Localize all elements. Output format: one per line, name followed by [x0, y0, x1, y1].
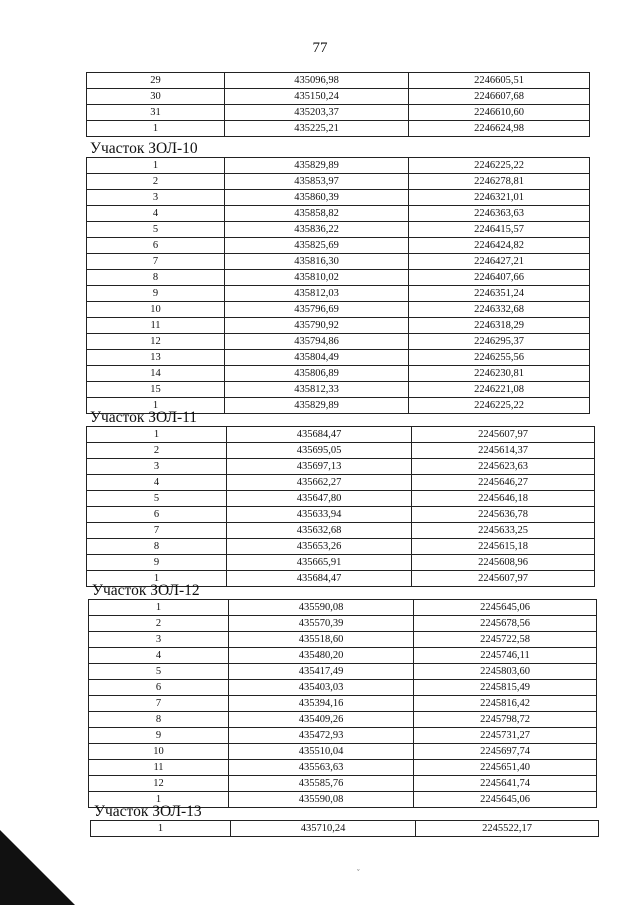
x-coordinate-cell: 435853,97	[225, 174, 409, 190]
x-coordinate-cell: 435225,21	[225, 121, 409, 137]
point-number-cell: 6	[87, 507, 227, 523]
table-row	[87, 475, 595, 491]
point-number-cell: 2	[87, 443, 227, 459]
scan-mark: ˇ	[357, 868, 360, 877]
x-coordinate-cell: 435790,92	[225, 318, 409, 334]
table-row	[87, 190, 590, 206]
point-number-cell: 7	[87, 523, 227, 539]
table-row	[87, 286, 590, 302]
y-coordinate-cell: 2246225,22	[409, 158, 590, 174]
x-coordinate-cell: 435403,03	[229, 680, 414, 696]
table-row	[87, 334, 590, 350]
y-coordinate-cell: 2245798,72	[414, 712, 597, 728]
table-row	[87, 366, 590, 382]
point-number-cell: 15	[87, 382, 225, 398]
point-number-cell: 1	[87, 571, 227, 587]
y-coordinate-cell: 2246321,01	[409, 190, 590, 206]
table-row	[87, 350, 590, 366]
x-coordinate-cell: 435409,26	[229, 712, 414, 728]
x-coordinate-cell: 435858,82	[225, 206, 409, 222]
y-coordinate-cell: 2245646,18	[412, 491, 595, 507]
y-coordinate-cell: 2245803,60	[414, 664, 597, 680]
coordinates-table	[86, 72, 590, 137]
x-coordinate-cell: 435695,05	[227, 443, 412, 459]
x-coordinate-cell: 435684,47	[227, 571, 412, 587]
point-number-cell: 1	[87, 121, 225, 137]
x-coordinate-cell: 435836,22	[225, 222, 409, 238]
y-coordinate-cell: 2245522,17	[416, 821, 599, 837]
section-title: Участок ЗОЛ-12	[92, 582, 200, 599]
y-coordinate-cell: 2246318,29	[409, 318, 590, 334]
point-number-cell: 7	[89, 696, 229, 712]
y-coordinate-cell: 2246230,81	[409, 366, 590, 382]
y-coordinate-cell: 2246610,60	[409, 105, 590, 121]
table-row	[87, 555, 595, 571]
point-number-cell: 4	[89, 648, 229, 664]
x-coordinate-cell: 435563,63	[229, 760, 414, 776]
y-coordinate-cell: 2245633,25	[412, 523, 595, 539]
y-coordinate-cell: 2245615,18	[412, 539, 595, 555]
point-number-cell: 4	[87, 206, 225, 222]
point-number-cell: 4	[87, 475, 227, 491]
coordinates-table	[86, 157, 590, 414]
y-coordinate-cell: 2245645,06	[414, 600, 597, 616]
x-coordinate-cell: 435684,47	[227, 427, 412, 443]
y-coordinate-cell: 2245816,42	[414, 696, 597, 712]
y-coordinate-cell: 2245815,49	[414, 680, 597, 696]
point-number-cell: 2	[89, 616, 229, 632]
section-title: Участок ЗОЛ-13	[94, 803, 202, 820]
table-row	[87, 539, 595, 555]
point-number-cell: 5	[89, 664, 229, 680]
table-row	[87, 302, 590, 318]
coordinate-section	[90, 804, 598, 837]
y-coordinate-cell: 2246351,24	[409, 286, 590, 302]
y-coordinate-cell: 2246424,82	[409, 238, 590, 254]
x-coordinate-cell: 435812,33	[225, 382, 409, 398]
point-number-cell: 14	[87, 366, 225, 382]
y-coordinate-cell: 2246624,98	[409, 121, 590, 137]
coordinates-table	[86, 426, 595, 587]
point-number-cell: 5	[87, 222, 225, 238]
x-coordinate-cell: 435590,08	[229, 792, 414, 808]
x-coordinate-cell: 435585,76	[229, 776, 414, 792]
x-coordinate-cell: 435806,89	[225, 366, 409, 382]
point-number-cell: 30	[87, 89, 225, 105]
table-row	[89, 600, 597, 616]
x-coordinate-cell: 435665,91	[227, 555, 412, 571]
table-row	[87, 158, 590, 174]
x-coordinate-cell: 435816,30	[225, 254, 409, 270]
table-row	[89, 632, 597, 648]
y-coordinate-cell: 2246427,21	[409, 254, 590, 270]
x-coordinate-cell: 435662,27	[227, 475, 412, 491]
table-row	[87, 382, 590, 398]
point-number-cell: 31	[87, 105, 225, 121]
point-number-cell: 12	[89, 776, 229, 792]
table-row	[87, 206, 590, 222]
x-coordinate-cell: 435710,24	[231, 821, 416, 837]
table-row	[87, 254, 590, 270]
point-number-cell: 29	[87, 73, 225, 89]
table-row	[87, 443, 595, 459]
point-number-cell: 3	[89, 632, 229, 648]
table-row	[87, 523, 595, 539]
y-coordinate-cell: 2245722,58	[414, 632, 597, 648]
table-row	[91, 821, 599, 837]
point-number-cell: 11	[89, 760, 229, 776]
table-row	[87, 105, 590, 121]
page-number: 77	[312, 40, 328, 56]
x-coordinate-cell: 435860,39	[225, 190, 409, 206]
table-row	[87, 121, 590, 137]
table-row	[89, 776, 597, 792]
x-coordinate-cell: 435804,49	[225, 350, 409, 366]
y-coordinate-cell: 2245607,97	[412, 571, 595, 587]
x-coordinate-cell: 435096,98	[225, 73, 409, 89]
table-row	[87, 427, 595, 443]
point-number-cell: 9	[87, 555, 227, 571]
table-row	[87, 270, 590, 286]
table-row	[89, 664, 597, 680]
point-number-cell: 1	[89, 792, 229, 808]
table-row	[87, 89, 590, 105]
point-number-cell: 2	[87, 174, 225, 190]
scan-corner-shadow	[0, 830, 75, 905]
section-title: Участок ЗОЛ-10	[90, 140, 198, 157]
y-coordinate-cell: 2245646,27	[412, 475, 595, 491]
table-row	[89, 696, 597, 712]
x-coordinate-cell: 435417,49	[229, 664, 414, 680]
y-coordinate-cell: 2245641,74	[414, 776, 597, 792]
x-coordinate-cell: 435632,68	[227, 523, 412, 539]
x-coordinate-cell: 435825,69	[225, 238, 409, 254]
point-number-cell: 13	[87, 350, 225, 366]
table-row	[87, 459, 595, 475]
point-number-cell: 12	[87, 334, 225, 350]
y-coordinate-cell: 2245697,74	[414, 744, 597, 760]
x-coordinate-cell: 435653,26	[227, 539, 412, 555]
coordinate-section	[88, 583, 596, 808]
table-row	[89, 680, 597, 696]
table-row	[89, 648, 597, 664]
y-coordinate-cell: 2245614,37	[412, 443, 595, 459]
y-coordinate-cell: 2246221,08	[409, 382, 590, 398]
point-number-cell: 1	[87, 427, 227, 443]
y-coordinate-cell: 2245678,56	[414, 616, 597, 632]
point-number-cell: 3	[87, 459, 227, 475]
x-coordinate-cell: 435697,13	[227, 459, 412, 475]
x-coordinate-cell: 435394,16	[229, 696, 414, 712]
y-coordinate-cell: 2245731,27	[414, 728, 597, 744]
x-coordinate-cell: 435480,20	[229, 648, 414, 664]
section-title: Участок ЗОЛ-11	[90, 409, 198, 426]
y-coordinate-cell: 2245608,96	[412, 555, 595, 571]
x-coordinate-cell: 435796,69	[225, 302, 409, 318]
table-row	[89, 616, 597, 632]
point-number-cell: 11	[87, 318, 225, 334]
y-coordinate-cell: 2246605,51	[409, 73, 590, 89]
table-row	[87, 238, 590, 254]
x-coordinate-cell: 435810,02	[225, 270, 409, 286]
point-number-cell: 1	[87, 398, 225, 414]
table-row	[89, 760, 597, 776]
y-coordinate-cell: 2245636,78	[412, 507, 595, 523]
point-number-cell: 10	[87, 302, 225, 318]
x-coordinate-cell: 435472,93	[229, 728, 414, 744]
point-number-cell: 9	[87, 286, 225, 302]
table-row	[87, 491, 595, 507]
point-number-cell: 5	[87, 491, 227, 507]
point-number-cell: 10	[89, 744, 229, 760]
coordinate-section	[86, 72, 589, 137]
coordinate-section	[86, 410, 594, 587]
y-coordinate-cell: 2245746,11	[414, 648, 597, 664]
table-row	[89, 744, 597, 760]
point-number-cell: 8	[87, 539, 227, 555]
point-number-cell: 6	[89, 680, 229, 696]
point-number-cell: 7	[87, 254, 225, 270]
y-coordinate-cell: 2246295,37	[409, 334, 590, 350]
y-coordinate-cell: 2246332,68	[409, 302, 590, 318]
x-coordinate-cell: 435829,89	[225, 398, 409, 414]
x-coordinate-cell: 435570,39	[229, 616, 414, 632]
x-coordinate-cell: 435633,94	[227, 507, 412, 523]
y-coordinate-cell: 2246363,63	[409, 206, 590, 222]
x-coordinate-cell: 435812,03	[225, 286, 409, 302]
x-coordinate-cell: 435150,24	[225, 89, 409, 105]
point-number-cell: 3	[87, 190, 225, 206]
table-row	[87, 73, 590, 89]
table-row	[89, 728, 597, 744]
y-coordinate-cell: 2246225,22	[409, 398, 590, 414]
table-row	[87, 174, 590, 190]
y-coordinate-cell: 2246255,56	[409, 350, 590, 366]
y-coordinate-cell: 2246278,81	[409, 174, 590, 190]
y-coordinate-cell: 2246607,68	[409, 89, 590, 105]
y-coordinate-cell: 2245651,40	[414, 760, 597, 776]
coordinate-section	[86, 141, 589, 414]
table-row	[87, 318, 590, 334]
coordinates-table	[90, 820, 599, 837]
y-coordinate-cell: 2246407,66	[409, 270, 590, 286]
y-coordinate-cell: 2245607,97	[412, 427, 595, 443]
point-number-cell: 6	[87, 238, 225, 254]
x-coordinate-cell: 435647,80	[227, 491, 412, 507]
x-coordinate-cell: 435510,04	[229, 744, 414, 760]
table-row	[87, 222, 590, 238]
point-number-cell: 1	[89, 600, 229, 616]
point-number-cell: 1	[87, 158, 225, 174]
table-row	[87, 507, 595, 523]
x-coordinate-cell: 435590,08	[229, 600, 414, 616]
coordinates-table	[88, 599, 597, 808]
point-number-cell: 8	[89, 712, 229, 728]
x-coordinate-cell: 435203,37	[225, 105, 409, 121]
point-number-cell: 8	[87, 270, 225, 286]
y-coordinate-cell: 2245645,06	[414, 792, 597, 808]
x-coordinate-cell: 435518,60	[229, 632, 414, 648]
y-coordinate-cell: 2245623,63	[412, 459, 595, 475]
table-row	[89, 712, 597, 728]
x-coordinate-cell: 435829,89	[225, 158, 409, 174]
y-coordinate-cell: 2246415,57	[409, 222, 590, 238]
x-coordinate-cell: 435794,86	[225, 334, 409, 350]
point-number-cell: 1	[91, 821, 231, 837]
point-number-cell: 9	[89, 728, 229, 744]
